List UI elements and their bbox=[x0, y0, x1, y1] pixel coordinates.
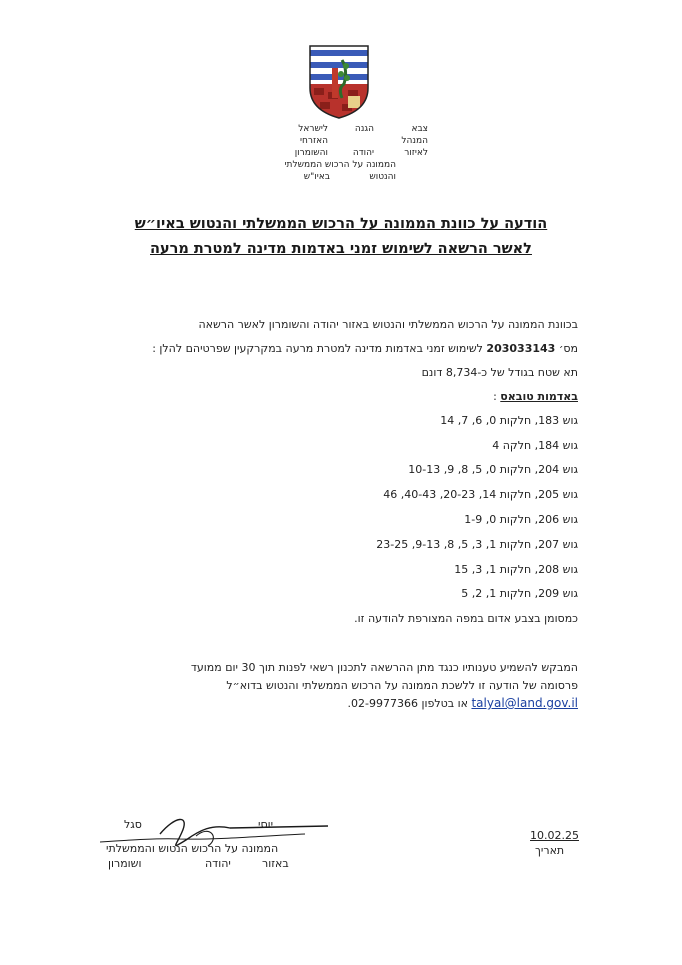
header-text-mid: הגנה יהודה bbox=[352, 124, 374, 158]
header-text-left: לישראל האזרחי והשומרון bbox=[294, 124, 328, 158]
parcel-line: גוש 209, חלקות 1, 2, 5 bbox=[461, 587, 578, 600]
objection-line-2: פרסומה של הודעה זו ללשכת הממונה על הרכוש הממשלתי והנטוש בדוא״ל bbox=[226, 679, 578, 692]
date-value: 10.02.25 bbox=[530, 829, 579, 842]
parcel-line: גוש 204, חלקות 0, 5, 8, 9, 10-13 bbox=[408, 463, 578, 476]
area-line: תא שטח בגודל של כ-8,734 דונם bbox=[421, 366, 578, 379]
civil-administration-emblem-icon bbox=[308, 44, 370, 120]
lands-heading: באדמות טובאס : bbox=[493, 390, 578, 403]
date-label: תאריך bbox=[535, 844, 565, 857]
parcel-line: גוש 208, חלקות 1, 3, 15 bbox=[454, 563, 578, 576]
intro-line-2: מס׳ 203033143 לשימוש זמני באדמות מדינה למטרת מרעה במקרקעין שפרטיהם להלן : bbox=[152, 342, 578, 355]
parcel-line: גוש 207, חלקות 1, 3, 5, 8, 9-13, 23-25 bbox=[376, 538, 578, 551]
signer-first-name: יוסי bbox=[258, 818, 274, 831]
parcel-line: גוש 205, חלקות 14, 20-23, 40-43, 46 bbox=[383, 488, 578, 501]
parcel-line: גוש 183, חלקות 0, 6, 7, 14 bbox=[440, 414, 578, 427]
contact-line: talyal@land.gov.il או בטלפון 02-9977366. bbox=[347, 696, 578, 710]
signer-last-name: סגל bbox=[124, 818, 142, 831]
map-note: כמסומן בצבע אדום במפה המצורפת להודעה זו. bbox=[354, 612, 578, 625]
header-text-line4: הממונה על הרכוש הממשלתי bbox=[284, 160, 396, 170]
header-text-right: צבא המנהל לאיזור bbox=[401, 124, 428, 158]
permit-number: 203033143 bbox=[486, 342, 556, 355]
signer-role-samaria: ושומרון bbox=[108, 857, 142, 870]
email-link[interactable]: talyal@land.gov.il bbox=[471, 696, 578, 710]
notice-title-line1: הודעה על כוונת הממונה על הרכוש הממשלתי והנטוש באיו״ש bbox=[134, 216, 548, 232]
header-text-left5: באיו"ש bbox=[303, 172, 330, 182]
header-text-right5: והנטוש bbox=[369, 172, 396, 182]
notice-title-line2: לאשר הרשאה לשימוש זמני באדמות מדינה למטרת מרעה bbox=[150, 241, 532, 257]
parcel-line: גוש 206, חלקות 0, 1-9 bbox=[464, 513, 578, 526]
objection-line-1: המבקש להשמיע טענותיו כנגד מתן ההרשאה לתכנון רשאי לפנות תוך 30 יום ממועד bbox=[190, 661, 578, 674]
signer-role-judea: יהודה bbox=[205, 857, 231, 870]
intro-line-1: בכוונת הממונה על הרכוש הממשלתי והנטוש באזור יהודה והשומרון לאשר הרשאה bbox=[198, 318, 578, 331]
signer-role-area: באזור bbox=[262, 857, 289, 870]
parcel-line: גוש 184, חלקה 4 bbox=[492, 439, 578, 452]
signer-role-line1: הממונה על הרכוש הנטוש והממשלתי bbox=[106, 842, 279, 855]
